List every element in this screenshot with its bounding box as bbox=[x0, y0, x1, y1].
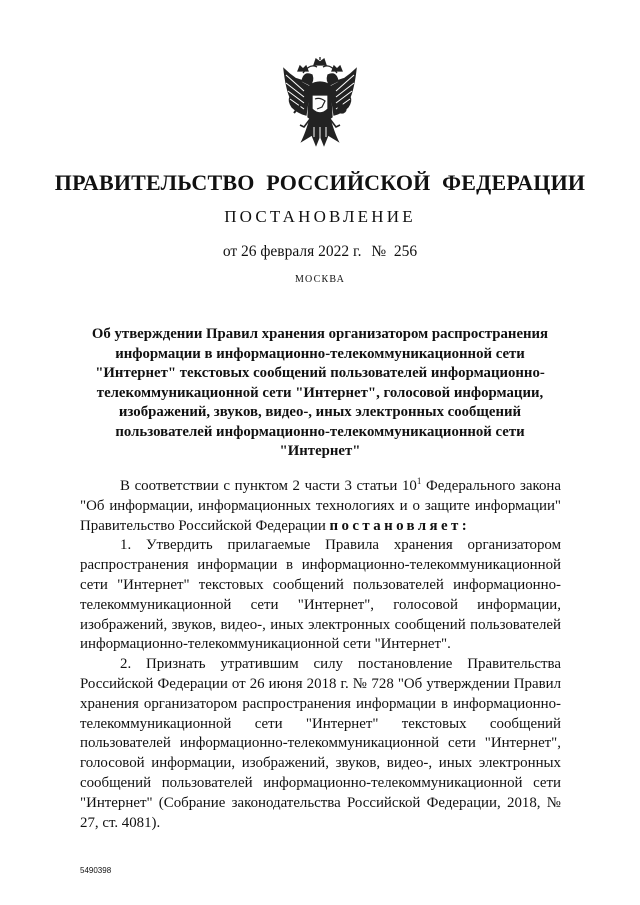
item-2: 2. Признать утратившим силу постановление Правительства Российской Федерации от 26 июня 2018 г. № 728 "Об утверждении Правил хранения организатором распространения информации в информационно-телекоммуникационной сети "Интернет" текстовых сообщений пользователей информационно-телекоммуникационной сети "Интернет", голосовой информации, изображений, звуков, видео-, иных электронных сообщений пользователей информационно-телекоммуникационной сети "Интернет" (Собрание законодательства Российской Федерации, 2018, № 27, ст. 4081). bbox=[80, 656, 561, 831]
number-sign: № bbox=[371, 243, 387, 260]
city: МОСКВА bbox=[294, 274, 346, 285]
article-superscript: 1 bbox=[416, 476, 422, 486]
decree-date-number bbox=[0, 243, 640, 261]
document-type: ПОСТАНОВЛЕНИЕ bbox=[224, 207, 416, 226]
preamble bbox=[80, 477, 561, 536]
title-line: телекоммуникационной сети "Интернет", голосовой информации, bbox=[96, 384, 544, 401]
title-line: пользователей информационно-телекоммуникационной сети bbox=[115, 423, 525, 440]
decree-number: 256 bbox=[393, 243, 418, 260]
government-name: ПРАВИТЕЛЬСТВО РОССИЙСКОЙ ФЕДЕРАЦИИ bbox=[54, 170, 586, 195]
preamble-text: В соответствии с пунктом 2 части 3 статьи 10 bbox=[120, 478, 417, 494]
title-line: информации в информационно-телекоммуникационной сети bbox=[115, 345, 525, 362]
document-code: 5490398 bbox=[80, 866, 112, 875]
title-line: "Интернет" текстовых сообщений пользователей информационно- bbox=[95, 365, 545, 381]
title-line: изображений, звуков, видео-, иных электронных сообщений bbox=[118, 404, 522, 420]
decides-word: постановляет: bbox=[329, 517, 471, 534]
preamble-text-cont: Федерального закона "Об информации, информационных технологиях и о защите информации" Правительство Российской Федерации bbox=[80, 478, 561, 534]
decree-date: от 26 февраля 2022 г. bbox=[222, 243, 362, 260]
title-line: "Интернет" bbox=[279, 443, 361, 459]
document-title bbox=[80, 325, 560, 462]
coat-of-arms-icon bbox=[280, 57, 360, 149]
item-1: 1. Утвердить прилагаемые Правила хранения организатором распространения информации в информационно-телекоммуникационной сети "Интернет" текстовых сообщений пользователей информационно-телекоммуникационной сети "Интернет", голосовой информации, изображений, звуков, видео-, иных электронных сообщений пользователей информационно-телекоммуникационной сети "Интернет". bbox=[80, 537, 561, 653]
document-body bbox=[80, 477, 561, 833]
title-line: Об утверждении Правил хранения организатором распространения bbox=[91, 326, 549, 342]
